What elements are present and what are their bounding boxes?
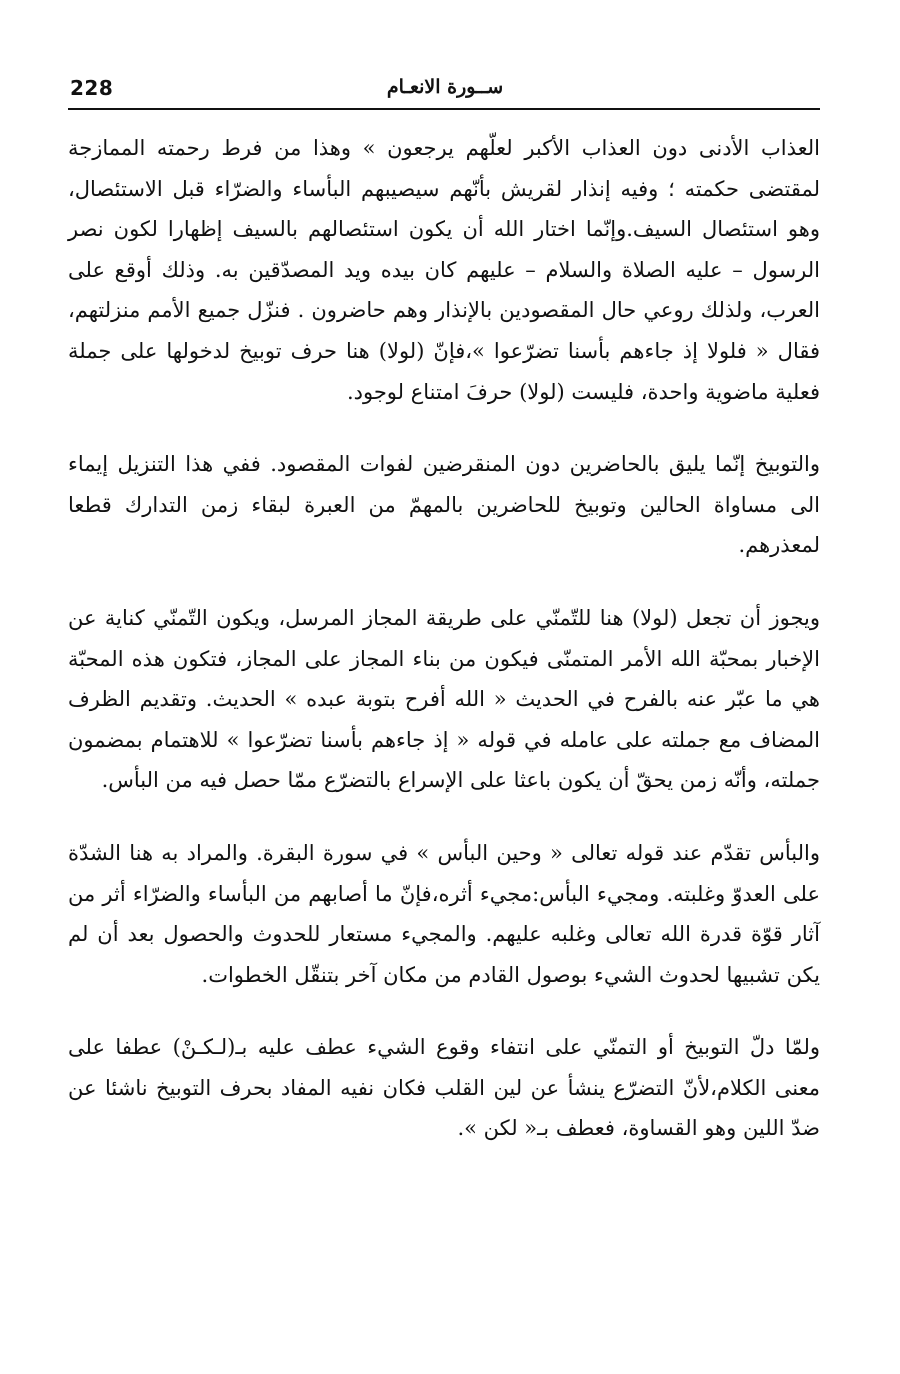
paragraph: والبأس تقدّم عند قوله تعالى « وحين البأس » في سورة البقرة. والمراد به هنا الشدّة على العدوّ وغلبته. ومجيء البأس:مجيء أثره،فإنّ ما أصابهم من البأساء والضرّاء أثر من آثار قوّة قدرة الله تعالى وغلبه عليهم. والمجيء مستعار للحدوث والحصول بعد أن لم يكن تشبيها لحدوث الشيء بوصول القادم من مكان آخر بتنقّل الخطوات. [68, 840, 820, 987]
header-rule [68, 108, 820, 110]
page-number: 228 [70, 76, 114, 100]
paragraph: ولمّا دلّ التوبيخ أو التمنّي على انتفاء وقوع الشيء عطف عليه بـ(لـكـنْ) عطفا على معنى الكلام،لأنّ التضرّع ينشأ عن لين القلب فكان نفيه المفاد بحرف التوبيخ ناشئا عن ضدّ اللين وهو القساوة، فعطف بـ« لكن ». [68, 1035, 820, 1141]
running-title: ســورة الانعـام [386, 76, 504, 98]
main-text [68, 128, 820, 1181]
paragraph: ويجوز أن تجعل (لولا) هنا للتّمنّي على طريقة المجاز المرسل، ويكون التّمنّي كناية عن الإخبار بمحبّة الله الأمر المتمنّى فيكون من بناء المجاز على المجاز، فتكون هذه المحبّة هي ما عبّر عنه بالفرح في الحديث « الله أفرح بتوبة عبده » الحديث. وتقديم الظرف المضاف مع جملته على عامله في قوله « إذ جاءهم بأسنا تضرّعوا » للاهتمام بمضمون جملته، وأنّه زمن يحقّ أن يكون باعثا على الإسراع بالتضرّع ممّا حصل فيه من البأس. [68, 605, 820, 793]
paragraph: والتوبيخ إنّما يليق بالحاضرين دون المنقرضين لفوات المقصود. ففي هذا التنزيل إيماء الى مساواة الحالين وتوبيخ للحاضرين بالمهمّ من العبرة لبقاء زمن التدارك قطعا لمعذرهم. [68, 452, 820, 558]
paragraph: العذاب الأدنى دون العذاب الأكبر لعلّهم يرجعون » وهذا من فرط رحمته الممازجة لمقتضى حكمته ؛ وفيه إنذار لقريش بأنّهم سيصيبهم البأساء والضرّاء قبل الاستئصال، وهو استئصال السيف.وإنّما اختار الله أن يكون استئصالهم بالسيف إظهارا لكون نصر الرسول – عليه الصلاة والسلام – عليهم كان بيده ويد المصدّقين به. وذلك أوقع على العرب، ولذلك روعي حال المقصودين بالإنذار وهم حاضرون . فنزّل جميع الأمم منزلتهم، فقال « فلولا إذ جاءهم بأسنا تضرّعوا »،فإنّ (لولا) هنا حرف توبيخ لدخولها على جملة فعلية ماضوية واحدة، فليست (لولا) حرفَ امتناع لوجود. [68, 136, 820, 404]
page-header [70, 74, 820, 106]
